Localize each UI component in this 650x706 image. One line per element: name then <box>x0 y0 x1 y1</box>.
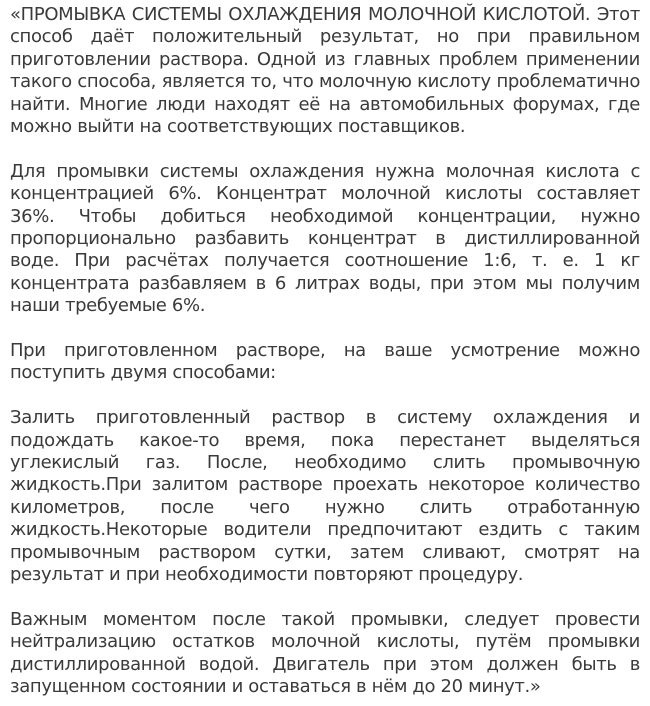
paragraph-neutralization: Важным моментом после такой промывки, следует провести нейтрализацию остатков молочной кислоты, путём промывки дистиллированной водой. Двигатель при этом должен быть в запущенном состоянии и оставаться в нём до 20 минут.» <box>10 608 640 698</box>
paragraph-concentration: Для промывки системы охлаждения нужна молочная кислота с концентрацией 6%. Концентрат молочной кислоты составляет 36%. Чтобы добиться необходимой концентрации, нужно пропорционально разбавить концентрат в дистиллированной воде. При расчётах получается соотношение 1:6, т. е. 1 кг концентрата разбавляем в 6 литрах воды, при этом мы получим наши требуемые 6%. <box>10 160 640 317</box>
paragraph-methods-intro: При приготовленном растворе, на ваше усмотрение можно поступить двумя способами: <box>10 340 640 384</box>
paragraph-procedure: Залить приготовленный раствор в систему охлаждения и подождать какое-то время, пока перестанет выделяться углекислый газ. После, необходимо слить промывочную жидкость.При залитом растворе проехать некоторое количество километров, после чего нужно слить отработанную жидкость.Некоторые водители предпочитают ездить с таким промывочным раствором сутки, затем сливают, смотрят на результат и при необходимости повторяют процедуру. <box>10 407 640 586</box>
paragraph-intro: «ПРОМЫВКА СИСТЕМЫ ОХЛАЖДЕНИЯ МОЛОЧНОЙ КИСЛОТОЙ. Этот способ даёт положительный результат, но при правильном приготовлении раствора. Одной из главных проблем применении такого способа, является то, что молочную кислоту проблематично найти. Многие люди находят её на автомобильных форумах, где можно выйти на соответствующих поставщиков. <box>10 4 640 138</box>
